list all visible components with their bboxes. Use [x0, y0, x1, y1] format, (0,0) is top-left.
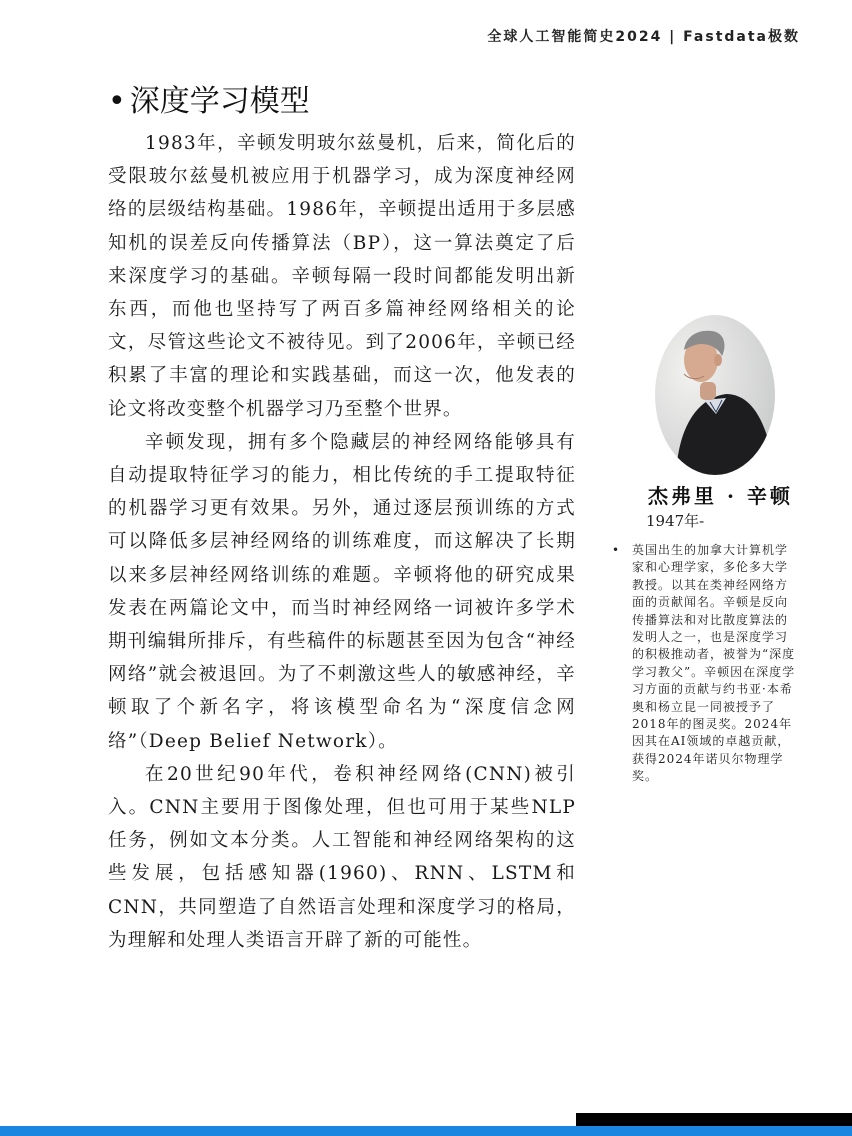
paragraph-3: 在20世纪90年代，卷积神经网络(CNN)被引入。CNN主要用于图像处理，但也可用于某些NLP任务，例如文本分类。人工智能和神经网络架构的这些发展，包括感知器(1960)、RNN、LSTM和CNN，共同塑造了自然语言处理和深度学习的格局，为理解和处理人类语言开辟了新的可能性。 — [108, 763, 576, 951]
person-years: 1947年- — [646, 512, 705, 530]
article-body — [108, 127, 576, 957]
paragraph-2: 辛顿发现，拥有多个隐藏层的神经网络能够具有自动提取特征学习的能力，相比传统的手工提取特征的机器学习更有效果。另外，通过逐层预训练的方式可以降低多层神经网络的训练难度，而这解决了长期以来多层神经网络训练的难题。辛顿将他的研究成果发表在两篇论文中，而当时神经网络一词被许多学术期刊编辑所排斥，有些稿件的标题甚至因为包含“神经网络”就会被退回。为了不刺激这些人的敏感神经，辛顿取了个新名字，将该模型命名为“深度信念网络”（Deep Belief Network）。 — [108, 431, 576, 752]
paragraph-1: 1983年，辛顿发明玻尔兹曼机，后来，简化后的受限玻尔兹曼机被应用于机器学习，成为深度神经网络的层级结构基础。1986年，辛顿提出适用于多层感知机的误差反向传播算法（BP），这一算法奠定了后来深度学习的基础。辛顿每隔一段时间都能发明出新东西，而他也坚持写了两百多篇神经网络相关的论文，尽管这些论文不被待见。到了2006年，辛顿已经积累了丰富的理论和实践基础，而这一次，他发表的论文将改变整个机器学习乃至整个世界。 — [108, 133, 576, 420]
person-name: 杰弗里 · 辛顿 — [648, 484, 793, 508]
section-title — [108, 76, 310, 120]
footer-black-bar — [576, 1113, 852, 1126]
bio-item: • 英国出生的加拿大计算机学家和心理学家，多伦多大学教授。以其在类神经网络方面的贡献闻名。辛顿是反向传播算法和对比散度算法的发明人之一，也是深度学习的积极推动者，被誉为“深度学习教父”。辛顿因在深度学习方面的贡献与约书亚·本希奥和杨立昆一同被授予了2018年的图灵奖。2024年因其在AI领域的卓越贡献，获得2024年诺贝尔物理学奖。 — [610, 542, 796, 786]
footer-blue-bar — [0, 1126, 852, 1136]
title-bullet: • — [108, 84, 126, 119]
bio-list — [610, 542, 796, 786]
section-title-text: 深度学习模型 — [129, 84, 310, 119]
running-header: 全球人工智能简史2024 | Fastdata极数 — [487, 29, 800, 45]
portrait-photo — [654, 314, 776, 476]
